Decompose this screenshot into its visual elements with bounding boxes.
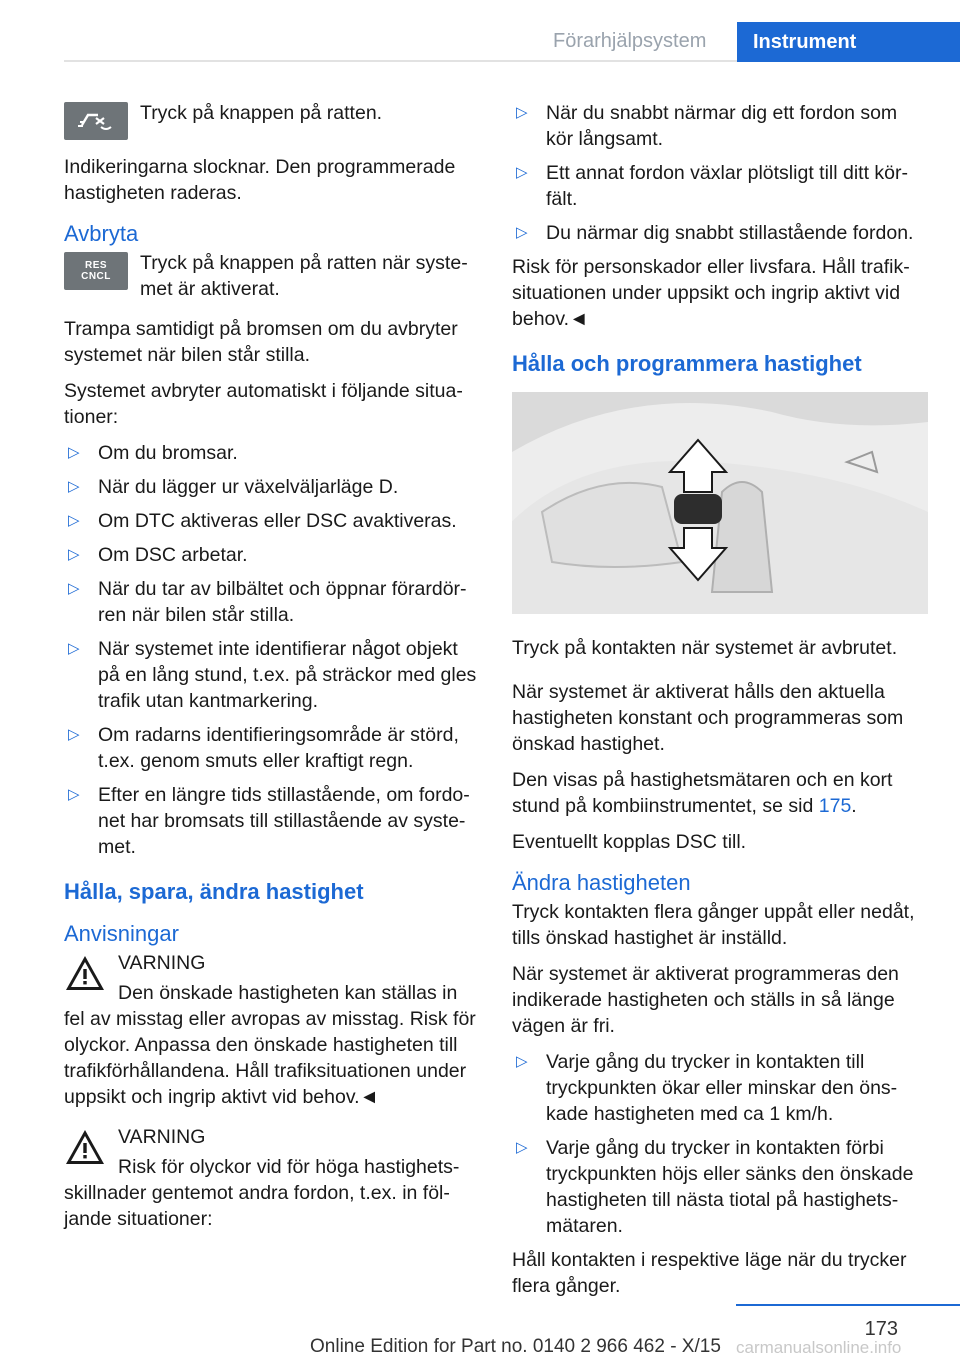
warning-body: Den önskade hastigheten kan ställas in fel av misstag eller avropas av misstag. Risk för olyckor. Anpassa den önskade hastigheten till trafikförhållandena. Håll trafiksituationen under uppsikt och ingrip aktivt vid behov.◄ (64, 982, 476, 1108)
warning-title: VARNING (118, 952, 206, 974)
paragraph: Trampa samtidigt på bromsen om du avbryter systemet när bilen står stilla. (64, 318, 458, 366)
right-column (512, 100, 928, 1309)
list-item: ▷ Om DTC aktiveras eller DSC avaktiveras. (68, 510, 457, 532)
header-chapter-tab: Instrument (737, 22, 960, 62)
cancel-key-row (64, 100, 480, 140)
heading-anvisningar: Anvisningar (64, 921, 179, 946)
bullet-triangle-icon: ▷ (68, 512, 80, 529)
paragraph: Håll kontakten i respektive läge när du trycker flera gånger. (512, 1249, 907, 1297)
list-item: ▷ När du tar av bilbältet och öppnar förardör-ren när bilen står stilla. (68, 578, 467, 626)
header-section-label: Förarhjälpsystem (553, 30, 707, 52)
res-label: RES (84, 260, 108, 271)
bullet-triangle-icon: ▷ (68, 640, 80, 657)
paragraph: Tryck kontakten flera gånger uppåt eller nedåt, tills önskad hastighet är inställd. (512, 901, 915, 949)
paragraph: Tryck på kontakten när systemet är avbrutet. (512, 637, 898, 659)
paragraph: Eventuellt kopplas DSC till. (512, 831, 747, 853)
heading-avbryta: Avbryta (64, 221, 139, 246)
res-cncl-key-text: Tryck på knappen på ratten när syste-met är aktiverat. (140, 252, 468, 300)
list-item: ▷ Om DSC arbetar. (68, 544, 248, 566)
warning-triangle-icon (64, 954, 106, 992)
list-item: ▷ Du närmar dig snabbt stillastående fordon. (516, 222, 914, 244)
warning-triangle-icon (64, 1128, 106, 1166)
bullet-triangle-icon: ▷ (68, 478, 80, 495)
situations-list (512, 100, 928, 246)
left-column (64, 100, 480, 1246)
cancel-key-text: Tryck på knappen på ratten. (140, 102, 383, 124)
paragraph: Den visas på hastighetsmätaren och en kort stund på kombiinstrumentet, se sid 175. (512, 769, 893, 817)
bullet-triangle-icon: ▷ (516, 1139, 528, 1156)
cancel-conditions-list (64, 440, 480, 860)
res-cncl-key-icon (64, 252, 128, 290)
page-link[interactable]: 175 (818, 795, 852, 817)
list-item: ▷ När du lägger ur växelväljarläge D. (68, 476, 399, 498)
warning-title: VARNING (118, 1126, 206, 1148)
list-item: ▷ Om radarns identifieringsområde är störd, t.ex. genom smuts eller kraftigt regn. (68, 724, 459, 772)
footer-rule (736, 1304, 960, 1306)
page-number: 173 (864, 1318, 898, 1340)
bullet-triangle-icon: ▷ (516, 1053, 528, 1070)
list-item: ▷ Efter en längre tids stillastående, om fordo-net har bromsats till stillastående av syste-met. (68, 784, 470, 858)
bullet-triangle-icon: ▷ (516, 224, 528, 241)
list-item: ▷ När systemet inte identifierar något objekt på en lång stund, t.ex. på sträckor med gles trafik utan kantmarkering. (68, 638, 477, 712)
heading-halla-programmera: Hålla och programmera hastighet (512, 351, 862, 376)
list-item: ▷ Om du bromsar. (68, 442, 238, 464)
footer-watermark: carmanualsonline.info (736, 1338, 902, 1357)
warning-block (64, 1124, 480, 1232)
list-item: ▷ Varje gång du trycker in kontakten förbi tryckpunkten höjs eller sänks den önskade hastigheten till nästa tiotal på hastighets-mätaren. (516, 1137, 914, 1237)
bullet-triangle-icon: ▷ (68, 444, 80, 461)
paragraph: Risk för personskador eller livsfara. Håll trafik-situationen under uppsikt och ingrip aktivt vid behov.◄ (512, 256, 910, 330)
warning-body: Risk för olyckor vid för höga hastighets-skillnader gentemot andra fordon, t.ex. in föl-jande situationer: (64, 1156, 460, 1230)
res-cncl-key-row (64, 250, 480, 302)
bullet-triangle-icon: ▷ (68, 580, 80, 597)
warning-block (64, 950, 480, 1110)
paragraph: När systemet är aktiverat hålls den aktuella hastigheten konstant och programmeras som önskad hastighet. (512, 681, 904, 755)
heading-halla-spara: Hålla, spara, ändra hastighet (64, 879, 364, 904)
bullet-triangle-icon: ▷ (68, 546, 80, 563)
list-item: ▷ När du snabbt närmar dig ett fordon som kör långsamt. (516, 102, 898, 150)
bullet-triangle-icon: ▷ (516, 164, 528, 181)
footer-edition: Online Edition for Part no. 0140 2 966 462 - X/15 (310, 1336, 721, 1357)
list-item: ▷ Varje gång du trycker in kontakten till tryckpunkten ökar eller minskar den öns-kade hastigheten med ca 1 km/h. (516, 1051, 898, 1125)
paragraph: Indikeringarna slocknar. Den programmerade hastigheten raderas. (64, 156, 456, 204)
bullet-triangle-icon: ▷ (516, 104, 528, 121)
bullet-triangle-icon: ▷ (68, 726, 80, 743)
change-speed-list (512, 1049, 928, 1239)
list-item: ▷ Ett annat fordon växlar plötsligt till ditt kör-fält. (516, 162, 908, 210)
speed-cancel-key-icon (64, 102, 128, 140)
heading-andra-hastigheten: Ändra hastigheten (512, 870, 691, 895)
paragraph: När systemet är aktiverat programmeras den indikerade hastigheten och ställs in så länge vägen är fri. (512, 963, 899, 1037)
steering-wheel-switch-illustration (512, 392, 928, 614)
cncl-label: CNCL (81, 271, 111, 282)
bullet-triangle-icon: ▷ (68, 786, 80, 803)
paragraph: Systemet avbryter automatiskt i följande situa-tioner: (64, 380, 463, 428)
